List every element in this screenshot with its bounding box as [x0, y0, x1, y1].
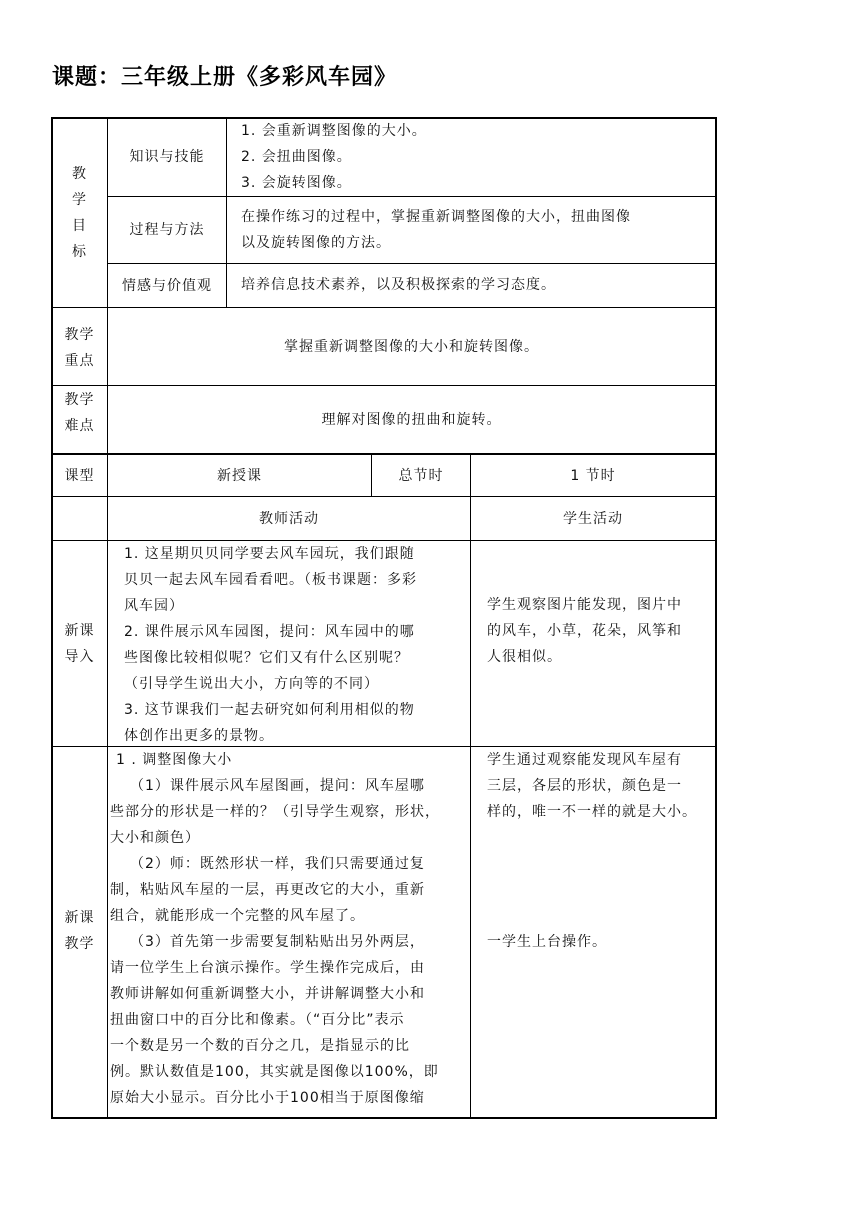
- difficulty-header-line: 难点: [64, 418, 95, 434]
- intro-teacher-line: 3. 这节课我们一起去研究如何利用相似的物: [124, 702, 415, 718]
- intro-teacher-line: 体创作出更多的景物。: [124, 728, 274, 744]
- knowledge-item: 3. 会旋转图像。: [241, 175, 352, 191]
- keypoint-header-line: 重点: [64, 353, 95, 369]
- teaching-teacher-line: 大小和颜色）: [110, 830, 200, 846]
- objectives-header-char: 目: [72, 217, 87, 234]
- intro-student-line: 人很相似。: [487, 649, 562, 665]
- process-line: 以及旋转图像的方法。: [241, 235, 391, 251]
- teaching-teacher-line: 组合，就能形成一个完整的风车屋了。: [110, 908, 365, 924]
- teaching-teacher-text: [110, 747, 468, 1115]
- intro-student-text: [487, 592, 713, 672]
- teaching-student-text-a: [487, 747, 713, 827]
- intro-teacher-line: 些图像比较相似呢？它们又有什么区别呢？: [124, 650, 409, 666]
- teaching-teacher-line: 原始大小显示。百分比小于100相当于原图像缩: [110, 1090, 425, 1106]
- objectives-header-char: 教: [72, 165, 87, 182]
- objectives-header-char: 标: [72, 243, 87, 260]
- teaching-header: [52, 905, 107, 965]
- difficulty-header-line: 教学: [64, 392, 95, 408]
- col-divider-student: [470, 454, 471, 1117]
- table-border-bottom: [51, 1117, 717, 1119]
- process-text: [241, 204, 711, 260]
- intro-teacher-line: 1. 这星期贝贝同学要去风车园玩，我们跟随: [124, 546, 415, 562]
- teaching-teacher-line: 例。默认数值是100，其实就是图像以100%，即: [110, 1064, 439, 1080]
- emotion-text: 培养信息技术素养，以及积极探索的学习态度。: [241, 277, 556, 293]
- lesson-type-value: 新授课: [217, 467, 262, 484]
- intro-teacher-line: 风车园）: [124, 598, 184, 614]
- intro-header-line: 新课: [64, 623, 95, 639]
- teaching-teacher-line: 一个数是另一个数的百分之几，是指显示的比: [110, 1038, 410, 1054]
- table-border-right: [715, 117, 717, 1119]
- knowledge-item: 1. 会重新调整图像的大小。: [241, 123, 427, 139]
- emotion-label: 情感与价值观: [122, 277, 212, 294]
- knowledge-item: 2. 会扭曲图像。: [241, 149, 352, 165]
- intro-student-line: 学生观察图片能发现，图片中: [487, 597, 682, 613]
- knowledge-label: 知识与技能: [129, 149, 205, 165]
- intro-teacher-line: 贝贝一起去风车园看看吧。（板书课题：多彩: [124, 572, 417, 588]
- difficulty-header: [52, 387, 107, 447]
- col-divider-objective-label: [226, 117, 227, 307]
- difficulty-text: 理解对图像的扭曲和旋转。: [321, 411, 502, 428]
- teaching-teacher-line: （1）课件展示风车屋图画，提问：风车屋哪: [130, 778, 425, 794]
- teaching-teacher-line: （2）师：既然形状一样，我们只需要通过复: [130, 856, 425, 872]
- intro-header: [52, 618, 107, 678]
- intro-teacher-text: [110, 541, 468, 746]
- objectives-header: [52, 118, 107, 307]
- teaching-teacher-line: 1 . 调整图像大小: [116, 752, 233, 768]
- student-activity-header: 学生活动: [563, 510, 623, 527]
- intro-teacher-line: （引导学生说出大小，方向等的不同）: [124, 676, 379, 692]
- keypoint-text: 掌握重新调整图像的大小和旋转图像。: [284, 338, 539, 355]
- teaching-teacher-line: （3）首先第一步需要复制粘贴出另外两层，: [130, 934, 425, 950]
- process-line: 在操作练习的过程中，掌握重新调整图像的大小，扭曲图像: [241, 209, 631, 225]
- page-title: 课题：三年级上册《多彩风车园》: [52, 65, 398, 90]
- lesson-hours-label: 总节时: [398, 467, 444, 484]
- keypoint-header-line: 教学: [64, 327, 95, 343]
- teaching-teacher-line: 扭曲窗口中的百分比和像素。（“百分比”表示: [110, 1012, 405, 1028]
- lesson-type-label: 课型: [64, 467, 95, 484]
- intro-teacher-line: 2. 课件展示风车园图，提问：风车园中的哪: [124, 624, 415, 640]
- intro-header-line: 导入: [64, 649, 95, 665]
- teaching-student-line: 学生通过观察能发现风车屋有: [487, 752, 682, 768]
- teaching-teacher-line: 些部分的形状是一样的？（引导学生观察，形状，: [110, 804, 440, 820]
- teaching-teacher-line: 请一位学生上台演示操作。学生操作完成后，由: [110, 960, 425, 976]
- teaching-header-line: 新课: [64, 910, 95, 926]
- teaching-teacher-line: 教师讲解如何重新调整大小，并讲解调整大小和: [110, 986, 425, 1002]
- process-label: 过程与方法: [129, 222, 205, 238]
- intro-student-line: 的风车，小草，花朵，风筝和: [487, 623, 682, 639]
- teacher-activity-header: 教师活动: [259, 510, 319, 527]
- teaching-teacher-line: 制，粘贴风车屋的一层，再更改它的大小，重新: [110, 882, 425, 898]
- knowledge-list: [241, 118, 711, 196]
- teaching-student-line: 三层，各层的形状，颜色是一: [487, 778, 682, 794]
- teaching-student-line: 样的，唯一不一样的就是大小。: [487, 804, 697, 820]
- lesson-hours-value: 1 节时: [570, 467, 616, 484]
- teaching-student-text-b: 一学生上台操作。: [487, 934, 607, 950]
- objectives-header-char: 学: [72, 191, 87, 208]
- teaching-header-line: 教学: [64, 936, 95, 952]
- keypoint-header: [52, 322, 107, 382]
